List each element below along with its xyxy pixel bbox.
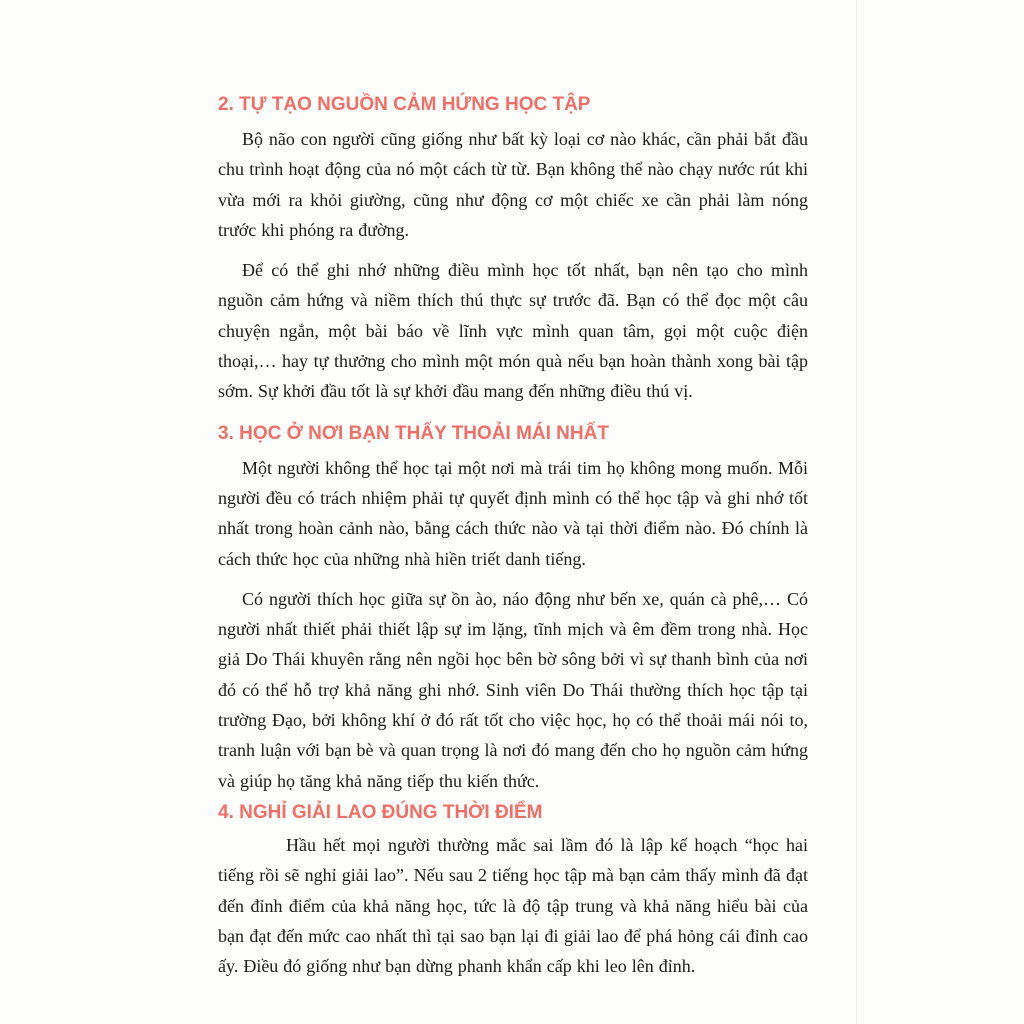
section-break-timing	[218, 798, 808, 981]
section-inspiration	[218, 90, 808, 407]
page-edge-line	[856, 0, 857, 1024]
section-heading: 4. NGHỈ GIẢI LAO ĐÚNG THỜI ĐIỂM	[218, 801, 543, 823]
paragraph: Có người thích học giữa sự ồn ào, náo động như bến xe, quán cà phê,… Có người nhất thiết phải thiết lập sự im lặng, tĩnh mịch và êm đềm trong nhà. Học giả Do Thái khuyên rằng nên ngồi học bên bờ sông bởi vì sự thanh bình của nơi đó có thể hỗ trợ khả năng ghi nhớ. Sinh viên Do Thái thường thích học tập tại trường Đạo, bởi không khí ở đó rất tốt cho việc học, họ có thể thoải mái nói to, tranh luận với bạn bè và quan trọng là nơi đó mang đến cho họ nguồn cảm hứng và giúp họ tăng khả năng tiếp thu kiến thức.	[218, 588, 808, 791]
paragraph: Để có thể ghi nhớ những điều mình học tốt nhất, bạn nên tạo cho mình nguồn cảm hứng và niềm thích thú thực sự trước đã. Bạn có thể đọc một câu chuyện ngắn, một bài báo về lĩnh vực mình quan tâm, gọi một cuộc điện thoại,… hay tự thưởng cho mình một món quà nếu bạn hoàn thành xong bài tập sớm. Sự khởi đầu tốt là sự khởi đầu mang đến những điều thú vị.	[218, 260, 808, 402]
section-comfortable-place	[218, 419, 808, 796]
paragraph: Bộ não con người cũng giống như bất kỳ loại cơ nào khác, cần phải bắt đầu chu trình hoạt động của nó một cách từ từ. Bạn không thể nào chạy nước rút khi vừa mới ra khỏi giường, cũng như động cơ một chiếc xe cần phải làm nóng trước khi phóng ra đường.	[218, 129, 808, 240]
paragraph: Một người không thể học tại một nơi mà trái tim họ không mong muốn. Mỗi người đều có trách nhiệm phải tự quyết định mình có thể học tập và ghi nhớ tốt nhất trong hoàn cảnh nào, bằng cách thức nào và tại thời điểm nào. Đó chính là cách thức học của những nhà hiền triết danh tiếng.	[218, 457, 808, 569]
page-content	[218, 88, 808, 981]
paragraph: Hầu hết mọi người thường mắc sai lầm đó là lập kế hoạch “học hai tiếng rồi sẽ nghỉ giải lao”. Nếu sau 2 tiếng học tập mà bạn cảm thấy mình đã đạt đến đỉnh điểm của khả năng học, tức là độ tập trung và khả năng hiểu bài của bạn đạt đến mức cao nhất thì tại sao bạn lại đi giải lao để phá hỏng cái đỉnh cao ấy. Điều đó giống như bạn dừng phanh khẩn cấp khi leo lên đỉnh.	[218, 834, 808, 977]
section-heading: 2. TỰ TẠO NGUỒN CẢM HỨNG HỌC TẬP	[218, 94, 591, 115]
section-heading: 3. HỌC Ở NƠI BẠN THẤY THOẢI MÁI NHẤT	[218, 422, 609, 444]
